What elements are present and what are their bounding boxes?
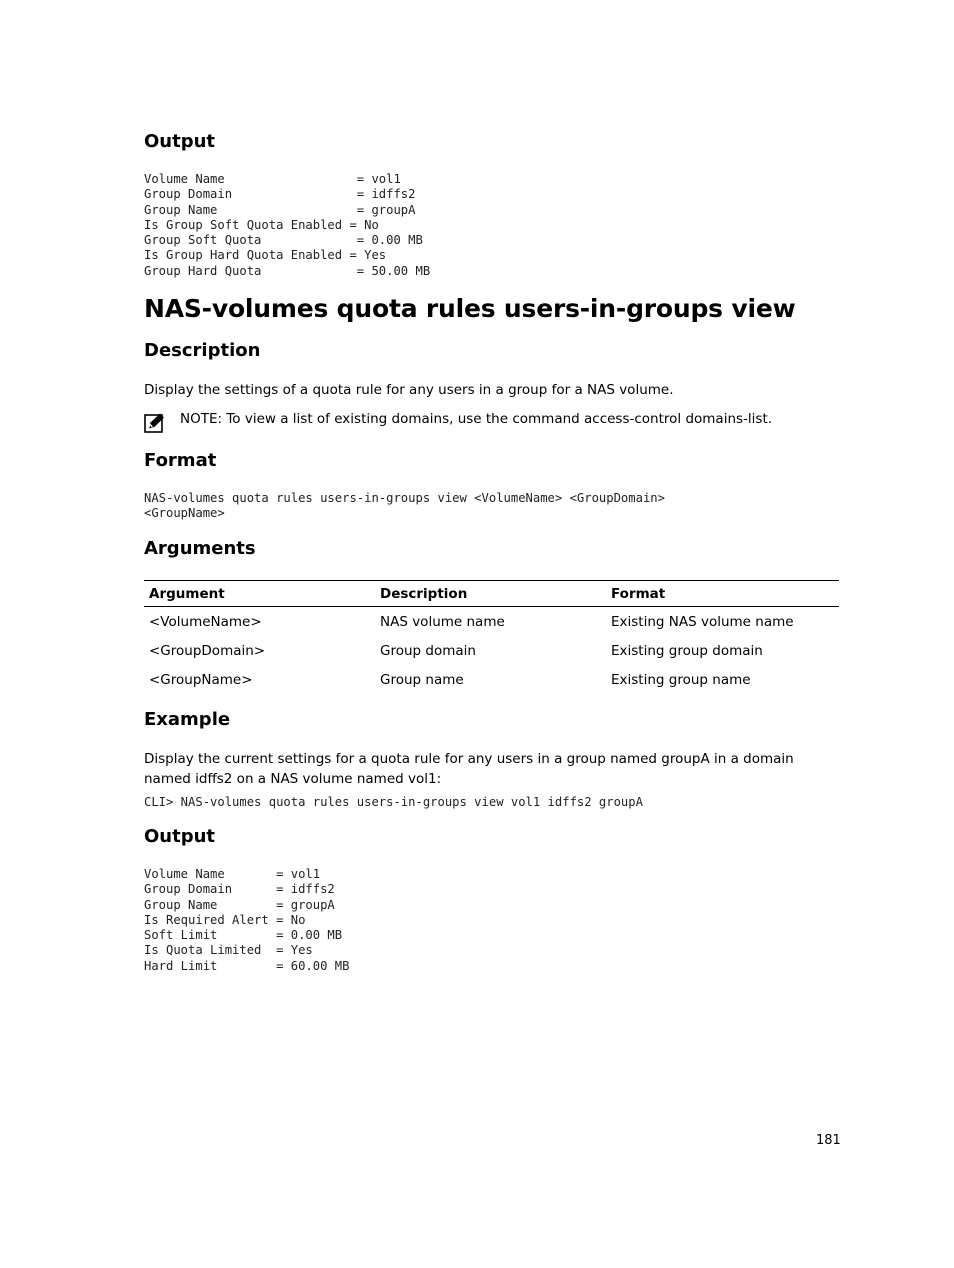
description-heading: Description bbox=[144, 340, 261, 361]
output-heading-1: Output bbox=[144, 131, 216, 152]
description-text: Display the settings of a quota rule for any users in a group for a NAS volume. bbox=[144, 382, 674, 398]
table-cell: <GroupName> bbox=[149, 671, 253, 688]
table-row bbox=[144, 607, 839, 637]
note bbox=[180, 409, 772, 429]
note-label: NOTE: bbox=[180, 411, 223, 427]
column-header-format: Format bbox=[606, 581, 839, 607]
arguments-heading: Arguments bbox=[144, 538, 256, 559]
column-header-argument: Argument bbox=[144, 581, 375, 607]
table-cell: Group name bbox=[380, 671, 464, 688]
output-code-1: Volume Name = vol1 Group Domain = idffs2 Group Name = groupA Is Group Soft Quota Enabled = No Group Soft Quota = 0.00 MB Is Group Hard Quota Enabled = Yes Group Hard Quota = 50.00 MB bbox=[144, 172, 431, 278]
example-text: Display the current settings for a quota rule for any users in a group named groupA in a domain named idffs2 on a NAS volume named vol1: bbox=[144, 751, 794, 787]
column-header-description: Description bbox=[375, 581, 606, 607]
page-number: 181 bbox=[816, 1133, 841, 1148]
output-heading-2: Output bbox=[144, 826, 216, 847]
table-cell: NAS volume name bbox=[380, 613, 505, 630]
output-code-2: Volume Name = vol1 Group Domain = idffs2 Group Name = groupA Is Required Alert = No Soft Limit = 0.00 MB Is Quota Limited = Yes Hard Limit = 60.00 MB bbox=[144, 867, 350, 973]
table-cell: <VolumeName> bbox=[149, 613, 262, 630]
table-cell: Existing NAS volume name bbox=[611, 613, 794, 630]
format-heading: Format bbox=[144, 450, 217, 471]
format-code: NAS-volumes quota rules users-in-groups view <VolumeName> <GroupDomain> <GroupName> bbox=[144, 491, 665, 521]
table-header-row bbox=[144, 581, 839, 607]
table-cell: Group domain bbox=[380, 642, 476, 659]
note-pencil-icon bbox=[144, 412, 166, 434]
table-row bbox=[144, 665, 839, 694]
example-command: CLI> NAS-volumes quota rules users-in-groups view vol1 idffs2 groupA bbox=[144, 795, 643, 809]
page-title: NAS-volumes quota rules users-in-groups view bbox=[144, 294, 796, 323]
table-row bbox=[144, 636, 839, 665]
table-cell: Existing group name bbox=[611, 671, 751, 688]
arguments-table bbox=[144, 580, 839, 694]
example-heading: Example bbox=[144, 709, 231, 730]
note-text: To view a list of existing domains, use the command access-control domains-list. bbox=[222, 411, 773, 427]
table-cell: <GroupDomain> bbox=[149, 642, 266, 659]
table-cell: Existing group domain bbox=[611, 642, 763, 659]
